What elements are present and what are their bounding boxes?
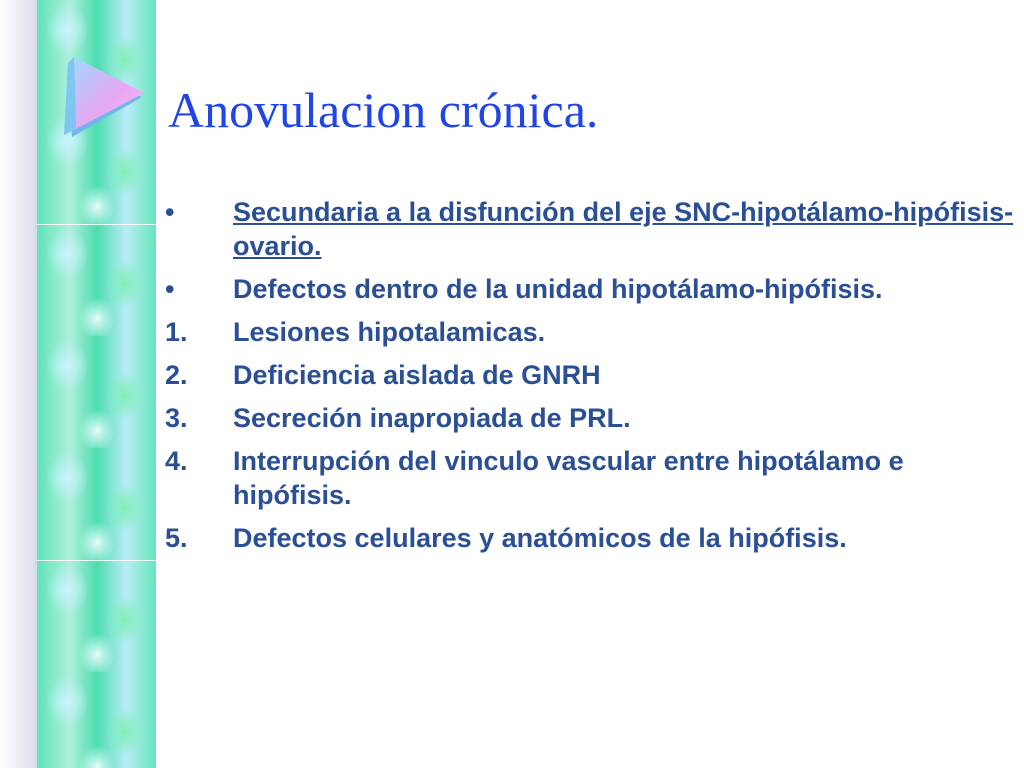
strip-divider (37, 224, 156, 225)
item-text: Defectos celulares y anatómicos de la hipófisis. (233, 523, 847, 553)
list-item (165, 315, 1015, 349)
item-text: Defectos dentro de la unidad hipotálamo-hipófisis. (233, 274, 883, 304)
triangle-pointer-icon (60, 55, 150, 145)
list-item (165, 401, 1015, 435)
list-item (165, 444, 1015, 512)
item-text: Interrupción del vinculo vascular entre hipotálamo e hipófisis. (233, 446, 904, 510)
item-text: Secreción inapropiada de PRL. (233, 403, 631, 433)
item-number: 2. (165, 360, 188, 390)
bullet-marker: • (165, 274, 175, 304)
list-item (165, 358, 1015, 392)
list-item (165, 195, 1015, 263)
item-number: 5. (165, 523, 188, 553)
item-text: Lesiones hipotalamicas. (233, 317, 546, 347)
item-text: Secundaria a la disfunción del eje SNC-hipotálamo-hipófisis-ovario. (233, 197, 1014, 261)
bullet-list (165, 195, 1015, 564)
list-item (165, 272, 1015, 306)
strip-divider (37, 560, 156, 561)
item-number: 1. (165, 317, 188, 347)
bullet-marker: • (165, 197, 175, 227)
item-number: 3. (165, 403, 188, 433)
item-text: Deficiencia aislada de GNRH (233, 360, 601, 390)
item-number: 4. (165, 446, 188, 476)
list-item (165, 521, 1015, 555)
slide-title: Anovulacion crónica. (168, 82, 599, 138)
